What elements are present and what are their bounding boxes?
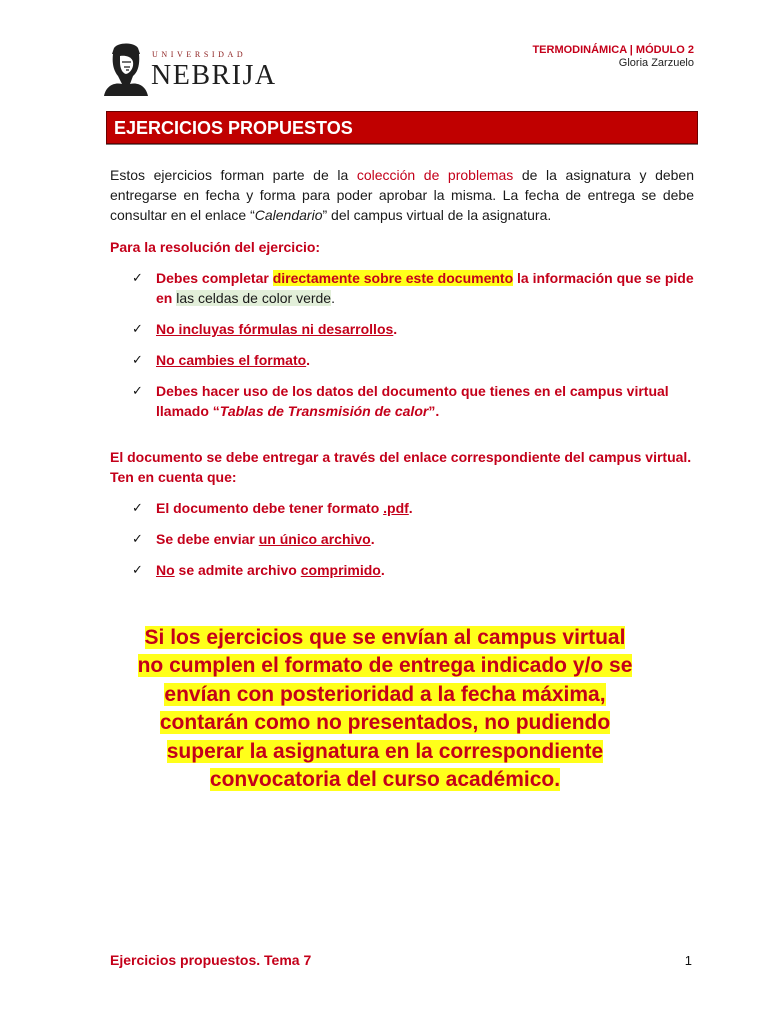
- item-text: .: [408, 500, 413, 516]
- warning-line: [110, 624, 660, 652]
- green-cells-text: las celdas de color verde: [176, 290, 332, 306]
- footer-title: Ejercicios propuestos. Tema 7: [110, 952, 312, 968]
- list-item: [110, 319, 694, 339]
- header-info: [532, 44, 694, 70]
- item-text: No: [156, 562, 175, 578]
- list-item: [110, 529, 694, 549]
- check-mark-icon: ✓: [132, 531, 143, 546]
- item-text: .: [331, 290, 335, 306]
- item-text: Tablas de Transmisión de calor: [219, 403, 429, 419]
- list-item: [110, 381, 694, 421]
- list-item: [110, 560, 694, 580]
- item-text: Debes completar: [156, 270, 273, 286]
- item-text: .: [306, 352, 311, 368]
- section-title-bar: [106, 111, 698, 144]
- intro-text: de la asignatura y deben entregarse en fecha y forma para poder aprobar la misma. La fecha de entrega se debe consultar en el enlace “: [110, 167, 695, 223]
- warning-notice: [110, 624, 660, 794]
- author-name: Gloria Zarzuelo: [618, 57, 694, 69]
- check-mark-icon: ✓: [132, 321, 143, 336]
- intro-paragraph: [110, 165, 694, 225]
- problems-collection-link[interactable]: colección de problemas: [356, 167, 514, 183]
- delivery-heading: El documento se debe entregar a través del enlace correspondiente del campus virtual. Ten en cuenta que:: [110, 449, 692, 485]
- warning-text: Si los ejercicios que se envían al campus virtual: [144, 626, 626, 649]
- check-mark-icon: ✓: [132, 352, 143, 367]
- check-mark-icon: ✓: [132, 383, 143, 398]
- intro-text: ” del campus virtual de la asignatura.: [322, 207, 552, 223]
- item-text: No incluyas fórmulas ni desarrollos: [156, 321, 394, 337]
- warning-text: convocatoria del curso académico.: [209, 768, 561, 792]
- logo-subtitle: UNIVERSIDAD: [152, 50, 247, 59]
- item-text: El documento debe tener formato: [156, 500, 384, 516]
- nebrija-portrait-icon: [100, 40, 152, 96]
- warning-text: no cumplen el formato de entrega indicado y/o se: [137, 654, 633, 678]
- item-text: Debes hacer uso de los datos del documento que tienes en el campus virtual llamado “: [156, 383, 669, 419]
- calendar-link[interactable]: Calendario: [254, 207, 323, 223]
- item-text: .pdf: [383, 500, 409, 516]
- warning-text: superar la asignatura en la correspondiente: [166, 739, 604, 763]
- warning-line: [110, 738, 660, 766]
- item-text: .: [393, 321, 398, 337]
- item-text: se admite archivo: [174, 562, 301, 578]
- warning-text: envían con posterioridad a la fecha máxima,: [164, 682, 606, 706]
- list-item: [110, 268, 694, 308]
- item-text: la información que se pide en: [156, 270, 694, 306]
- item-text: comprimido: [300, 562, 381, 578]
- course-title: TERMODINÁMICA | MÓDULO 2: [532, 44, 694, 56]
- intro-text: Estos ejercicios forman parte de la: [110, 167, 357, 183]
- check-mark-icon: ✓: [132, 562, 143, 577]
- section-title: EJERCICIOS PROPUESTOS: [114, 118, 353, 138]
- resolution-heading: Para la resolución del ejercicio:: [110, 239, 321, 255]
- list-item: [110, 498, 694, 518]
- item-text: .: [380, 562, 385, 578]
- item-text: No cambies el formato: [156, 352, 307, 368]
- item-text: Se debe enviar: [156, 531, 259, 547]
- highlighted-text: directamente sobre este documento: [272, 270, 514, 286]
- warning-line: [110, 681, 660, 709]
- logo-name: NEBRIJA: [151, 60, 277, 91]
- check-mark-icon: ✓: [132, 500, 143, 515]
- list-item: [110, 350, 694, 370]
- page-number: 1: [684, 953, 692, 968]
- warning-line: [110, 766, 660, 794]
- check-mark-icon: ✓: [132, 270, 143, 285]
- item-text: un único archivo: [258, 531, 371, 547]
- warning-line: [110, 652, 660, 680]
- item-text: ”.: [428, 403, 440, 419]
- item-text: .: [370, 531, 375, 547]
- warning-text: contarán como no presentados, no pudiendo: [159, 711, 611, 735]
- warning-line: [110, 709, 660, 737]
- document-body: [110, 165, 694, 580]
